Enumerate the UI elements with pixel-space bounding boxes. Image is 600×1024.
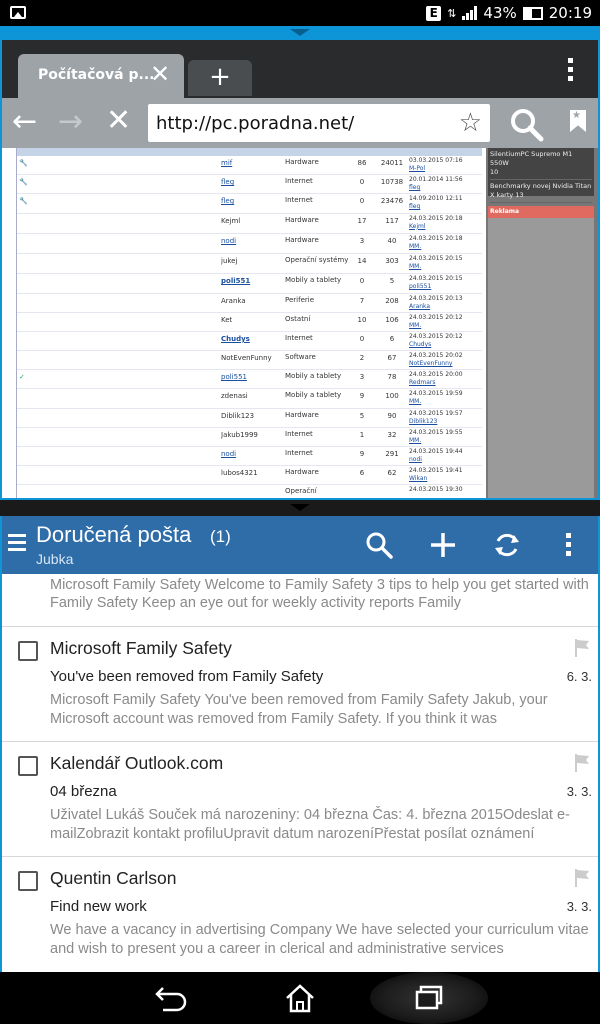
view-count: 106 — [385, 315, 399, 324]
sidebar-news-item[interactable]: SilentiumPC Supremo M1 550W 10 — [490, 150, 592, 180]
browser-window — [0, 40, 600, 500]
browser-tab[interactable] — [18, 54, 184, 98]
message-sender: Kalendář Outlook.com — [50, 753, 224, 773]
view-count: 40 — [387, 237, 397, 246]
bookmark-icon[interactable] — [570, 110, 586, 132]
status-icon: 🔧 — [19, 178, 28, 187]
clock: 20:19 — [548, 4, 592, 22]
view-count: 117 — [385, 216, 399, 225]
more-vert-icon[interactable] — [566, 533, 572, 560]
forum-row[interactable] — [17, 428, 482, 447]
forum-row[interactable] — [17, 294, 482, 313]
message-subject: 04 března — [50, 783, 117, 800]
message-list — [2, 626, 598, 971]
view-count: 78 — [387, 373, 397, 382]
folder-title: Doručená pošta — [36, 522, 192, 547]
last-poster-link[interactable]: MM. — [409, 243, 422, 251]
forum-row[interactable] — [17, 254, 482, 275]
mail-header — [2, 516, 598, 574]
message-sender: Microsoft Family Safety — [50, 638, 232, 658]
flag-icon[interactable] — [574, 869, 590, 887]
sidebar-news-item[interactable]: Benchmarky novej Nvidia Titan X karty 13 — [490, 182, 592, 203]
url-text[interactable]: http://pc.poradna.net/ — [156, 113, 355, 134]
author-link[interactable]: Chudys — [221, 334, 250, 343]
browser-toolbar — [2, 98, 598, 148]
forum-row[interactable] — [17, 389, 482, 408]
status-bar — [0, 0, 600, 26]
last-poster-link[interactable]: MM. — [409, 262, 422, 270]
category: Internet — [285, 429, 313, 438]
forum-row[interactable] — [17, 351, 482, 370]
view-count: 10738 — [380, 178, 404, 187]
author-link[interactable]: poli551 — [221, 373, 247, 382]
author-link[interactable]: poli551 — [221, 277, 251, 286]
back-icon[interactable] — [147, 978, 197, 1018]
category: Mobily a tablety — [285, 372, 342, 381]
author-link[interactable]: mif — [221, 159, 233, 167]
last-post: 24.03.2015 20:02 NotEvenFunny — [409, 352, 463, 368]
last-poster-link[interactable]: NotEvenFunny — [409, 360, 453, 368]
status-right — [426, 3, 592, 23]
forum-row[interactable] — [17, 156, 482, 175]
browser-menu-icon[interactable] — [568, 58, 574, 85]
tab-strip — [2, 40, 598, 98]
flag-icon[interactable] — [574, 754, 590, 772]
forum-table — [16, 148, 482, 500]
message-item[interactable] — [2, 856, 598, 971]
plus-icon[interactable] — [428, 530, 458, 560]
author-link: Ket — [221, 315, 233, 324]
category: Hardware — [285, 236, 319, 245]
last-poster-link[interactable]: MM. — [409, 436, 422, 444]
view-count: 100 — [385, 392, 399, 401]
message-checkbox[interactable] — [18, 641, 38, 661]
flag-icon[interactable] — [574, 639, 590, 657]
last-post: 24.03.2015 19:55 MM. — [409, 428, 463, 444]
page-sidebar — [486, 148, 598, 500]
last-post: 24.03.2015 19:59 MM. — [409, 390, 463, 406]
category: Internet — [285, 449, 313, 458]
message-preview: Uživatel Lukáš Souček má narozeniny: 04 března Čas: 4. března 2015Odeslat e-mailZobrazit kontakt profiluUpravit datum narozeníPřestat posílat oznámení — [50, 807, 570, 842]
close-tab-icon[interactable]: ✕ — [150, 60, 171, 88]
last-post: 14.09.2010 12:11 fleg — [409, 195, 463, 211]
view-count: 23476 — [380, 197, 404, 206]
status-icon: ✓ — [19, 373, 25, 382]
view-count: 62 — [387, 469, 397, 478]
view-count: 6 — [389, 334, 395, 343]
forum-row[interactable] — [17, 234, 482, 253]
last-post: 24.03.2015 20:12 Chudys — [409, 332, 463, 348]
tab-title: Počítačová p... — [38, 67, 155, 83]
data-arrows-icon: ⇅ — [447, 6, 457, 20]
ad-label: Reklama — [488, 206, 594, 218]
category: Internet — [285, 177, 313, 186]
last-poster-link[interactable]: Chudys — [409, 340, 432, 348]
forum-row[interactable] — [17, 274, 482, 293]
last-poster-link[interactable]: MM. — [409, 398, 422, 406]
forum-row[interactable] — [17, 466, 482, 485]
category: Hardware — [285, 410, 319, 419]
view-count: 24011 — [380, 159, 404, 167]
network-type-badge: E — [426, 6, 441, 21]
reply-count: 2 — [359, 354, 365, 363]
forum-row[interactable] — [17, 409, 482, 428]
reply-count: 9 — [359, 392, 365, 401]
author-link[interactable]: nodi — [221, 237, 237, 246]
reply-count: 14 — [357, 256, 367, 265]
forward-arrow-icon[interactable]: → — [58, 104, 84, 139]
author-link: jukej — [221, 256, 238, 265]
mail-app — [0, 516, 600, 972]
last-post: 24.03.2015 20:18 Kejml — [409, 214, 463, 230]
stop-loading-icon[interactable]: ✕ — [106, 103, 132, 138]
category: Operační — [285, 487, 317, 496]
last-post: 24.03.2015 19:41 Wikan — [409, 467, 463, 483]
reply-count: 0 — [359, 277, 365, 286]
reply-count: 10 — [357, 315, 367, 324]
category: Hardware — [285, 158, 319, 166]
message-preview: We have a vacancy in advertising Company We have selected your curriculum vitae and wish to present you a career in clerical and administrative services — [50, 922, 589, 957]
view-count: 208 — [385, 296, 399, 305]
last-post: 24.03.2015 19:57 Diblik123 — [409, 409, 463, 425]
recents-icon[interactable] — [404, 978, 454, 1018]
reply-count: 6 — [359, 469, 365, 478]
split-handle-middle[interactable] — [0, 500, 600, 516]
message-date: 6. 3. — [566, 669, 592, 684]
account-name: Jubka — [36, 551, 74, 567]
forum-table-header — [17, 148, 482, 156]
last-poster-link[interactable]: Aranka — [409, 302, 431, 310]
image-notification-icon — [10, 6, 26, 19]
last-post: 24.03.2015 20:12 MM. — [409, 313, 463, 329]
last-poster-link[interactable]: Kejml — [409, 222, 426, 230]
author-link: Aranka — [221, 296, 246, 305]
forum-row[interactable] — [17, 313, 482, 332]
unread-count: (1) — [210, 527, 231, 546]
message-subject: You've been removed from Family Safety — [50, 668, 324, 685]
category: Ostatní — [285, 314, 311, 323]
author-link[interactable]: fleg — [221, 197, 235, 206]
chevron-down-icon — [290, 504, 310, 511]
author-link: Jakub1999 — [221, 430, 258, 439]
author-link: zdenasi — [221, 392, 248, 401]
message-date: 3. 3. — [566, 899, 592, 914]
reply-count: 3 — [359, 373, 365, 382]
message-subject: Find new work — [50, 898, 147, 915]
last-poster-link[interactable]: Wikan — [409, 475, 428, 483]
message-preview: Microsoft Family Safety You've been removed from Family Safety Jakub, your Microsoft account was removed from Family Safety. If you think it was — [50, 692, 548, 727]
forum-row[interactable] — [17, 214, 482, 235]
author-link: lubos4321 — [221, 469, 258, 478]
status-icon: 🔧 — [19, 159, 28, 167]
category: Mobily a tablety — [285, 391, 342, 400]
forum-row[interactable] — [17, 332, 482, 351]
category: Periferie — [285, 295, 315, 304]
view-count: 90 — [387, 411, 397, 420]
forum-row[interactable] — [17, 175, 482, 194]
reply-count: 5 — [359, 411, 365, 420]
category: Software — [285, 353, 316, 362]
last-post: 24.03.2015 20:13 Aranka — [409, 294, 463, 310]
reply-count: 0 — [359, 197, 365, 206]
last-post: 24.03.2015 19:30 — [409, 486, 463, 494]
last-post: 24.03.2015 20:18 MM. — [409, 235, 463, 251]
author-link[interactable]: nodi — [221, 450, 237, 459]
url-bar[interactable] — [148, 104, 490, 142]
forum-row[interactable] — [17, 194, 482, 213]
last-poster-link[interactable]: poli551 — [409, 283, 432, 291]
sidebar-news — [488, 148, 594, 199]
last-poster-link[interactable]: fleg — [409, 184, 421, 192]
forum-row[interactable] — [17, 485, 482, 500]
view-count: 32 — [387, 430, 397, 439]
last-poster-link[interactable]: fleg — [409, 203, 421, 211]
system-nav-bar — [0, 972, 600, 1024]
chevron-down-icon — [290, 29, 310, 36]
view-count: 303 — [385, 256, 399, 265]
battery-percent: 43% — [483, 4, 517, 22]
sync-icon[interactable] — [492, 530, 522, 560]
signal-icon — [462, 6, 477, 20]
category: Hardware — [285, 468, 319, 477]
last-poster-link[interactable]: Redmars — [409, 379, 436, 387]
last-poster-link[interactable]: M-Pol — [409, 165, 426, 172]
last-post: 24.03.2015 20:00 Redmars — [409, 371, 463, 387]
last-poster-link[interactable]: nodi — [409, 456, 422, 464]
author-link: Diblik123 — [221, 411, 255, 420]
category: Mobily a tablety — [285, 276, 342, 285]
last-post: 24.03.2015 20:15 MM. — [409, 254, 463, 270]
reply-count: 0 — [359, 334, 365, 343]
message-item[interactable] — [2, 741, 598, 856]
message-sender: Quentin Carlson — [50, 868, 177, 888]
last-post: 03.03.2015 07:16 M-Pol — [409, 157, 463, 172]
reply-count: 1 — [359, 430, 365, 439]
author-link: NotEvenFunny — [221, 354, 272, 363]
last-poster-link[interactable]: Diblik123 — [409, 417, 438, 425]
reply-count: 86 — [357, 159, 367, 167]
reply-count: 0 — [359, 178, 365, 187]
hamburger-icon[interactable] — [8, 534, 26, 555]
author-link: Kejml — [221, 216, 241, 225]
view-count: 291 — [385, 450, 399, 459]
reply-count: 17 — [357, 216, 367, 225]
search-icon[interactable] — [364, 530, 394, 560]
new-tab-button[interactable]: + — [188, 60, 252, 96]
reply-count: 9 — [359, 450, 365, 459]
split-handle-top[interactable] — [0, 26, 600, 40]
home-icon[interactable] — [275, 978, 325, 1018]
forum-row[interactable] — [17, 447, 482, 466]
view-count: 67 — [387, 354, 397, 363]
last-post: 24.03.2015 20:15 poli551 — [409, 275, 463, 291]
last-poster-link[interactable]: MM. — [409, 321, 422, 329]
message-item[interactable] — [2, 626, 598, 741]
status-icon: 🔧 — [19, 197, 28, 206]
category: Hardware — [285, 215, 319, 224]
web-page-content — [2, 148, 598, 500]
forum-row[interactable] — [17, 370, 482, 389]
category: Internet — [285, 196, 313, 205]
reply-count: 7 — [359, 296, 365, 305]
message-checkbox[interactable] — [18, 756, 38, 776]
message-checkbox[interactable] — [18, 871, 38, 891]
advertisement — [488, 206, 594, 498]
message-preview[interactable]: Microsoft Family Safety Welcome to Family Safety 3 tips to help you get started with Family Safety Keep an eye out for weekly activity reports Family — [50, 577, 589, 611]
message-date: 3. 3. — [566, 784, 592, 799]
category: Internet — [285, 333, 313, 342]
last-post: 20.01.2014 11:56 fleg — [409, 176, 463, 192]
reply-count: 3 — [359, 237, 365, 246]
author-link[interactable]: fleg — [221, 178, 235, 187]
battery-icon — [523, 7, 543, 20]
view-count: 5 — [389, 277, 395, 286]
last-post: 24.03.2015 19:44 nodi — [409, 448, 463, 464]
star-icon[interactable]: ☆ — [458, 108, 482, 138]
search-icon[interactable] — [508, 106, 544, 142]
back-arrow-icon[interactable]: ← — [12, 104, 38, 139]
category: Operační systémy — [285, 255, 349, 264]
